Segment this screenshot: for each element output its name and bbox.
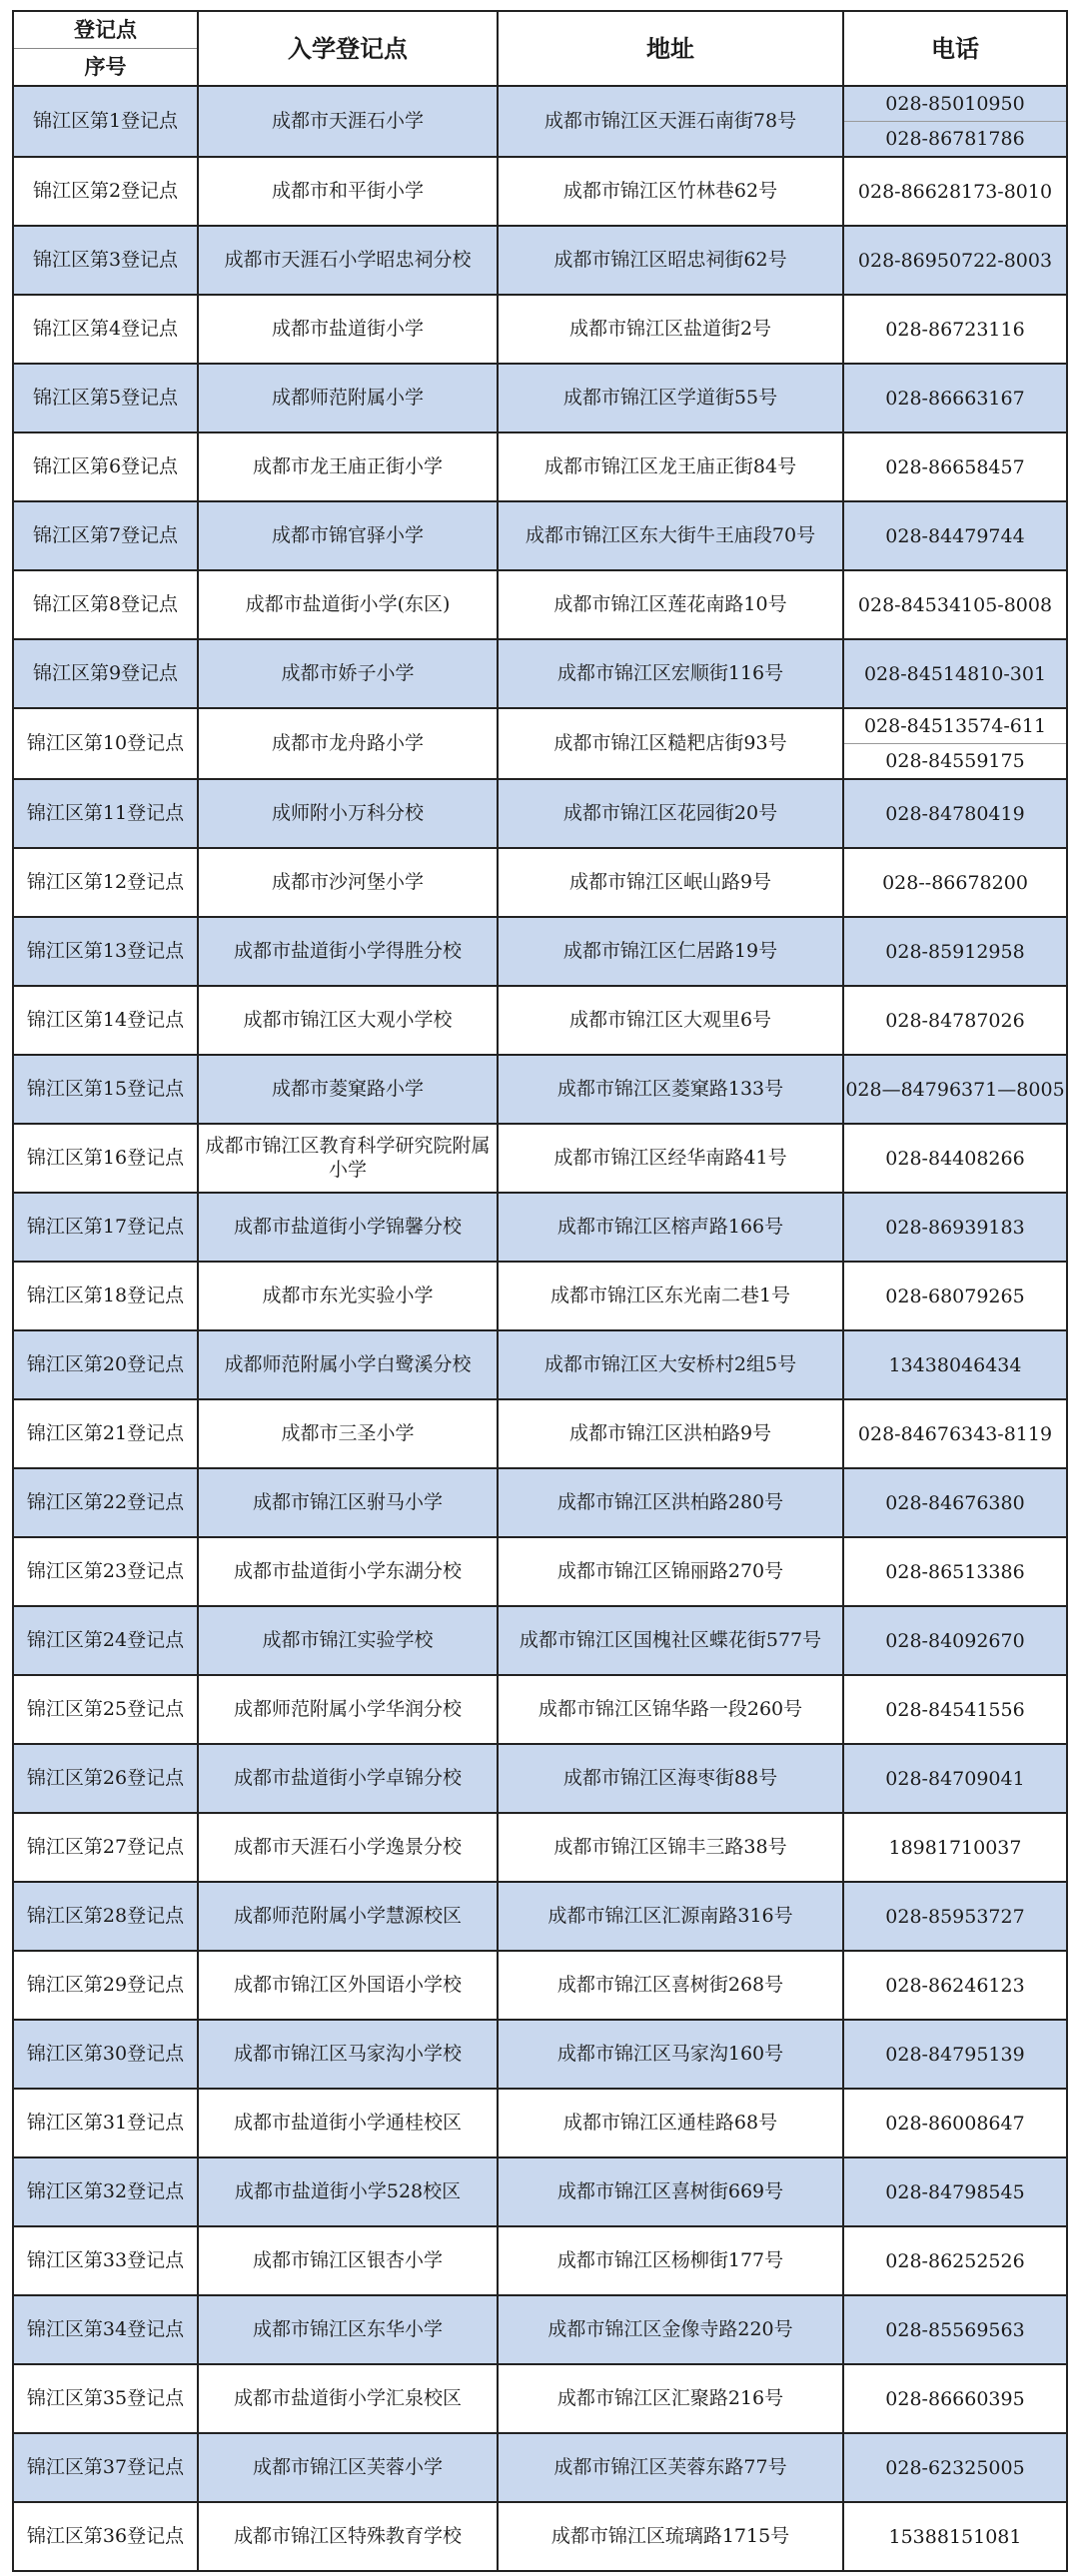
table-row [13,1399,1067,1468]
school-cell: 成都市龙舟路小学 [198,708,498,779]
phone-cell [843,1882,1067,1951]
address-cell: 成都市锦江区大安桥村2组5号 [498,1330,843,1399]
seq-cell: 锦江区第7登记点 [13,501,198,570]
phone-number: 028-84408266 [885,1147,1025,1170]
phone-cell [843,1813,1067,1882]
phone-number: 028-84709041 [885,1767,1025,1790]
school-cell: 成都市锦江区特殊教育学校 [198,2502,498,2571]
header-seq [13,11,198,86]
phone-cell [843,2433,1067,2502]
seq-cell: 锦江区第32登记点 [13,2157,198,2226]
phone-cell [843,779,1067,848]
address-cell: 成都市锦江区锦华路一段260号 [498,1675,843,1744]
school-cell: 成都市天涯石小学昭忠祠分校 [198,226,498,295]
phone-cell [843,2020,1067,2089]
phone-cell [843,1330,1067,1399]
header-row [13,11,1067,86]
address-cell: 成都市锦江区喜树街268号 [498,1951,843,2020]
phone-cell [843,1675,1067,1744]
address-cell: 成都市锦江区通桂路68号 [498,2089,843,2157]
table-row [13,639,1067,708]
phone-cell [843,364,1067,432]
seq-cell: 锦江区第4登记点 [13,295,198,364]
header-phone: 电话 [843,11,1067,86]
table-row [13,1606,1067,1675]
phone-cell [843,2364,1067,2433]
seq-cell: 锦江区第31登记点 [13,2089,198,2157]
phone-number: 028-68079265 [885,1285,1025,1307]
table-row [13,86,1067,157]
phone-cell [843,1468,1067,1537]
phone-number: 028-84795139 [885,2043,1025,2066]
school-cell: 成都市锦江区驸马小学 [198,1468,498,1537]
seq-cell: 锦江区第3登记点 [13,226,198,295]
table-row [13,779,1067,848]
phone-cell [843,86,1067,157]
table-row [13,917,1067,986]
phone-number: 028-85010950 [885,93,1025,115]
phone-number: 028-86781786 [844,121,1066,156]
address-cell: 成都市锦江区竹林巷62号 [498,157,843,226]
address-cell: 成都市锦江区大观里6号 [498,986,843,1055]
table-row [13,157,1067,226]
school-cell: 成都市锦江区银杏小学 [198,2226,498,2295]
seq-cell: 锦江区第8登记点 [13,570,198,639]
phone-number: 15388151081 [888,2525,1022,2548]
address-cell: 成都市锦江区昭忠祠街62号 [498,226,843,295]
school-cell: 成都市天涯石小学逸景分校 [198,1813,498,1882]
phone-number: 028-86660395 [885,2387,1025,2410]
phone-cell [843,2502,1067,2571]
school-cell: 成都师范附属小学华润分校 [198,1675,498,1744]
phone-number: 028-85569563 [885,2318,1025,2341]
seq-cell: 锦江区第25登记点 [13,1675,198,1744]
table-row [13,1055,1067,1124]
phone-cell [843,2295,1067,2364]
address-cell: 成都市锦江区汇聚路216号 [498,2364,843,2433]
phone-cell [843,917,1067,986]
school-cell: 成都市锦江区教育科学研究院附属小学 [198,1124,498,1193]
seq-cell: 锦江区第30登记点 [13,2020,198,2089]
table-row [13,986,1067,1055]
address-cell: 成都市锦江区天涯石南街78号 [498,86,843,157]
school-cell: 成都师范附属小学 [198,364,498,432]
seq-cell: 锦江区第13登记点 [13,917,198,986]
address-cell: 成都市锦江区金像寺路220号 [498,2295,843,2364]
phone-number: 028-85912958 [885,940,1025,963]
phone-cell [843,570,1067,639]
school-cell: 成都市东光实验小学 [198,1262,498,1330]
phone-number: 028-86950722-8003 [857,249,1053,272]
phone-number: 028-84534105-8008 [857,593,1053,616]
phone-number: 028-84798545 [885,2180,1025,2203]
phone-cell [843,1193,1067,1262]
seq-cell: 锦江区第21登记点 [13,1399,198,1468]
phone-number: 028-86723116 [885,318,1025,341]
table-row [13,1330,1067,1399]
phone-number: 028—84796371—8005 [845,1078,1065,1101]
school-cell: 成都市盐道街小学得胜分校 [198,917,498,986]
phone-cell [843,848,1067,917]
phone-number: 028-86658457 [885,455,1025,478]
seq-cell: 锦江区第37登记点 [13,2433,198,2502]
table-row [13,848,1067,917]
phone-number: 18981710037 [888,1836,1022,1859]
address-cell: 成都市锦江区岷山路9号 [498,848,843,917]
address-cell: 成都市锦江区宏顺街116号 [498,639,843,708]
seq-cell: 锦江区第29登记点 [13,1951,198,2020]
seq-cell: 锦江区第22登记点 [13,1468,198,1537]
address-cell: 成都市锦江区马家沟160号 [498,2020,843,2089]
table-row [13,2157,1067,2226]
table-row [13,2364,1067,2433]
seq-cell: 锦江区第36登记点 [13,2502,198,2571]
phone-cell [843,501,1067,570]
table-row [13,432,1067,501]
phone-number: 13438046434 [888,1353,1022,1376]
school-cell: 成都市盐道街小学东湖分校 [198,1537,498,1606]
header-seq-bottom: 序号 [14,48,197,85]
address-cell: 成都市锦江区喜树街669号 [498,2157,843,2226]
phone-cell [843,986,1067,1055]
address-cell: 成都市锦江区洪柏路280号 [498,1468,843,1537]
address-cell: 成都市锦江区东大街牛王庙段70号 [498,501,843,570]
school-cell: 成都市盐道街小学锦馨分校 [198,1193,498,1262]
seq-cell: 锦江区第17登记点 [13,1193,198,1262]
seq-cell: 锦江区第12登记点 [13,848,198,917]
seq-cell: 锦江区第9登记点 [13,639,198,708]
school-cell: 成师附小万科分校 [198,779,498,848]
seq-cell: 锦江区第15登记点 [13,1055,198,1124]
phone-number: 028-86663167 [885,387,1025,410]
address-cell: 成都市锦江区盐道街2号 [498,295,843,364]
table-body [13,86,1067,2571]
phone-number: 028-62325005 [885,2456,1025,2479]
table-row [13,226,1067,295]
school-cell: 成都师范附属小学白鹭溪分校 [198,1330,498,1399]
address-cell: 成都市锦江区洪柏路9号 [498,1399,843,1468]
phone-cell [843,1055,1067,1124]
header-seq-top: 登记点 [74,17,137,42]
seq-cell: 锦江区第35登记点 [13,2364,198,2433]
phone-cell [843,1399,1067,1468]
seq-cell: 锦江区第1登记点 [13,86,198,157]
phone-cell [843,708,1067,779]
school-cell: 成都市盐道街小学卓锦分校 [198,1744,498,1813]
address-cell: 成都市锦江区榕声路166号 [498,1193,843,1262]
school-cell: 成都市锦江区芙蓉小学 [198,2433,498,2502]
phone-number: 028-86252526 [885,2249,1025,2272]
table-row [13,2295,1067,2364]
phone-cell [843,1606,1067,1675]
phone-cell [843,1744,1067,1813]
seq-cell: 锦江区第14登记点 [13,986,198,1055]
table-row [13,1124,1067,1193]
address-cell: 成都市锦江区锦丽路270号 [498,1537,843,1606]
seq-cell: 锦江区第27登记点 [13,1813,198,1882]
registration-table [12,10,1068,2572]
seq-cell: 锦江区第2登记点 [13,157,198,226]
seq-cell: 锦江区第20登记点 [13,1330,198,1399]
seq-cell: 锦江区第5登记点 [13,364,198,432]
table-row [13,1882,1067,1951]
seq-cell: 锦江区第34登记点 [13,2295,198,2364]
phone-number: 028-84479744 [885,524,1025,547]
phone-number: 028-84513574-611 [863,715,1047,737]
school-cell: 成都市龙王庙正街小学 [198,432,498,501]
header-school: 入学登记点 [198,11,498,86]
address-cell: 成都市锦江区菱窠路133号 [498,1055,843,1124]
address-cell: 成都市锦江区学道街55号 [498,364,843,432]
seq-cell: 锦江区第6登记点 [13,432,198,501]
phone-cell [843,157,1067,226]
phone-number: 028-84559175 [844,743,1066,778]
school-cell: 成都市菱窠路小学 [198,1055,498,1124]
seq-cell: 锦江区第16登记点 [13,1124,198,1193]
seq-cell: 锦江区第33登记点 [13,2226,198,2295]
seq-cell: 锦江区第18登记点 [13,1262,198,1330]
phone-cell [843,1951,1067,2020]
phone-cell [843,2157,1067,2226]
table-row [13,2226,1067,2295]
school-cell: 成都市盐道街小学 [198,295,498,364]
address-cell: 成都市锦江区琉璃路1715号 [498,2502,843,2571]
phone-number: 028--86678200 [882,871,1028,894]
table-row [13,1262,1067,1330]
school-cell: 成都市和平街小学 [198,157,498,226]
school-cell: 成都市沙河堡小学 [198,848,498,917]
address-cell: 成都市锦江区龙王庙正街84号 [498,432,843,501]
phone-number: 028-86939183 [885,1216,1025,1239]
phone-number: 028-84092670 [885,1629,1025,1652]
table-row [13,570,1067,639]
address-cell: 成都市锦江区杨柳街177号 [498,2226,843,2295]
school-cell: 成都市盐道街小学(东区) [198,570,498,639]
phone-number: 028-84676343-8119 [857,1422,1053,1445]
phone-number: 028-84787026 [885,1009,1025,1032]
phone-cell [843,1124,1067,1193]
table-row [13,2020,1067,2089]
address-cell: 成都市锦江区花园街20号 [498,779,843,848]
school-cell: 成都市锦江区大观小学校 [198,986,498,1055]
table-row [13,1951,1067,2020]
address-cell: 成都市锦江区糙粑店街93号 [498,708,843,779]
header-address: 地址 [498,11,843,86]
school-cell: 成都市娇子小学 [198,639,498,708]
phone-number: 028-85953727 [885,1905,1025,1928]
phone-number: 028-86008647 [885,2112,1025,2135]
table-row [13,295,1067,364]
table-row [13,1468,1067,1537]
school-cell: 成都市锦江区马家沟小学校 [198,2020,498,2089]
table-row [13,1675,1067,1744]
table-row [13,1537,1067,1606]
table-row [13,364,1067,432]
phone-cell [843,2089,1067,2157]
table-row [13,2089,1067,2157]
school-cell: 成都市三圣小学 [198,1399,498,1468]
table-row [13,1813,1067,1882]
seq-cell: 锦江区第28登记点 [13,1882,198,1951]
table-row [13,1744,1067,1813]
school-cell: 成都市盐道街小学汇泉校区 [198,2364,498,2433]
school-cell: 成都市盐道街小学通桂校区 [198,2089,498,2157]
phone-cell [843,226,1067,295]
seq-cell: 锦江区第24登记点 [13,1606,198,1675]
address-cell: 成都市锦江区汇源南路316号 [498,1882,843,1951]
phone-number: 028-84514810-301 [863,662,1047,685]
school-cell: 成都师范附属小学慧源校区 [198,1882,498,1951]
phone-cell [843,432,1067,501]
address-cell: 成都市锦江区锦丰三路38号 [498,1813,843,1882]
address-cell: 成都市锦江区东光南二巷1号 [498,1262,843,1330]
school-cell: 成都市锦江区外国语小学校 [198,1951,498,2020]
phone-number: 028-84676380 [885,1491,1025,1514]
seq-cell: 锦江区第11登记点 [13,779,198,848]
phone-number: 028-84541556 [885,1698,1025,1721]
table-row [13,2502,1067,2571]
phone-number: 028-86513386 [885,1560,1025,1583]
phone-number: 028-86246123 [885,1974,1025,1997]
seq-cell: 锦江区第10登记点 [13,708,198,779]
phone-cell [843,1262,1067,1330]
table-row [13,501,1067,570]
phone-number: 028-84780419 [885,802,1025,825]
address-cell: 成都市锦江区莲花南路10号 [498,570,843,639]
table-row [13,1193,1067,1262]
seq-cell: 锦江区第23登记点 [13,1537,198,1606]
address-cell: 成都市锦江区仁居路19号 [498,917,843,986]
phone-cell [843,1537,1067,1606]
table-row [13,708,1067,779]
school-cell: 成都市天涯石小学 [198,86,498,157]
school-cell: 成都市锦江实验学校 [198,1606,498,1675]
seq-cell: 锦江区第26登记点 [13,1744,198,1813]
phone-cell [843,2226,1067,2295]
address-cell: 成都市锦江区海枣街88号 [498,1744,843,1813]
address-cell: 成都市锦江区芙蓉东路77号 [498,2433,843,2502]
address-cell: 成都市锦江区国槐社区蝶花街577号 [498,1606,843,1675]
school-cell: 成都市盐道街小学528校区 [198,2157,498,2226]
phone-number: 028-86628173-8010 [857,180,1053,203]
table-row [13,2433,1067,2502]
phone-cell [843,295,1067,364]
school-cell: 成都市锦江区东华小学 [198,2295,498,2364]
phone-cell [843,639,1067,708]
school-cell: 成都市锦官驿小学 [198,501,498,570]
address-cell: 成都市锦江区经华南路41号 [498,1124,843,1193]
